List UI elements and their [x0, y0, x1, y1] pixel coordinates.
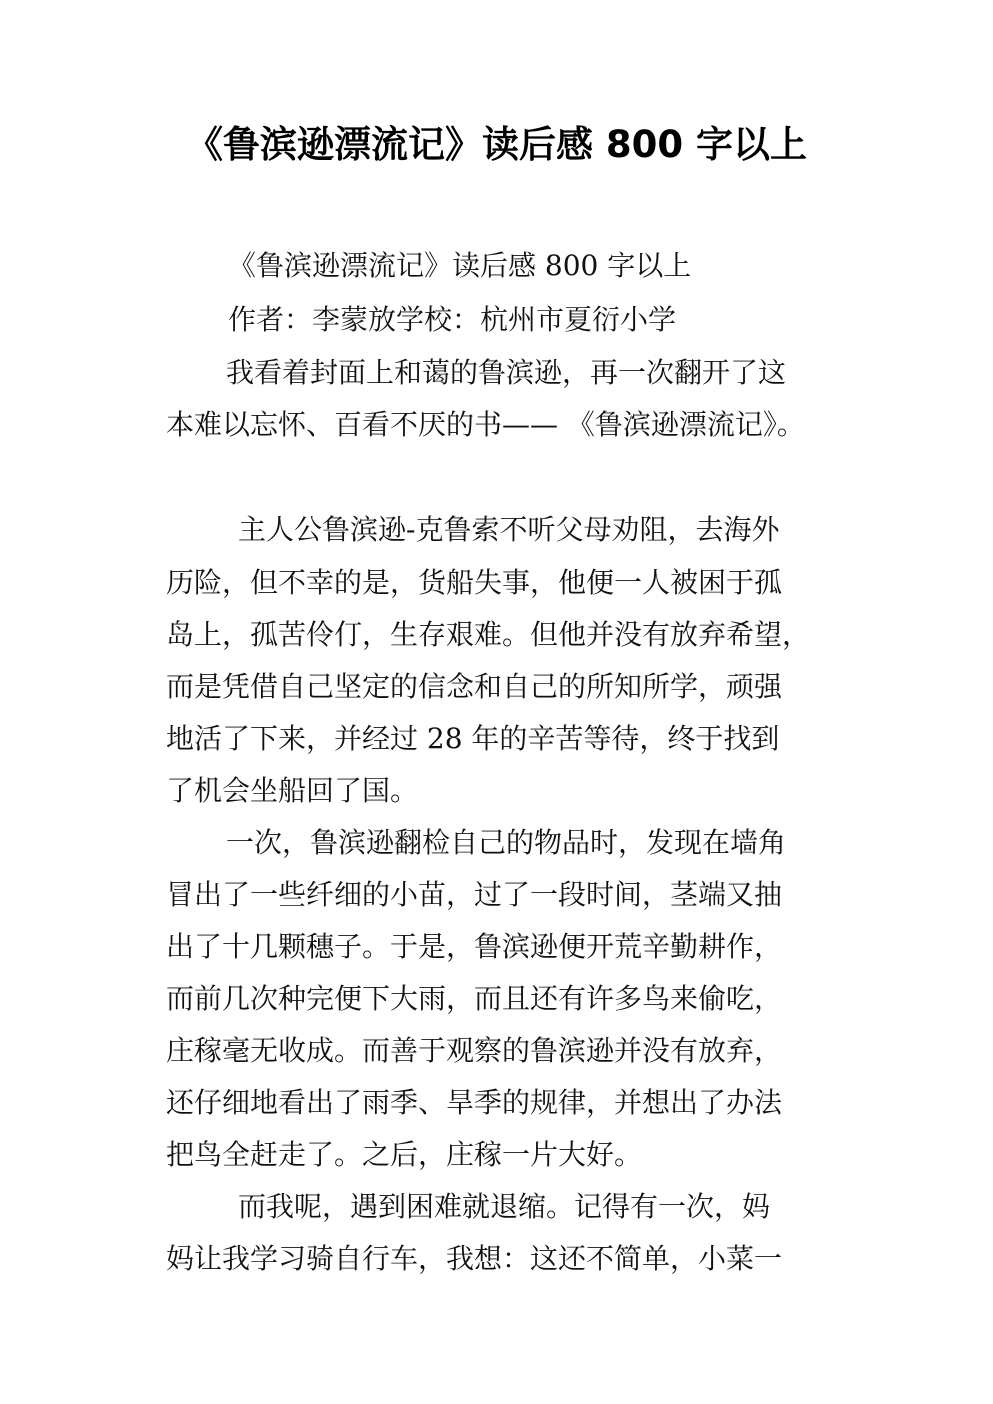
text-line: 出了十几颗穗子。于是，鲁滨逊便开荒辛勤耕作，: [166, 930, 783, 963]
text-line: 地活了下来，并经过 28 年的辛苦等待，终于找到: [166, 722, 780, 755]
text-line: 我看着封面上和蔼的鲁滨逊，再一次翻开了这: [226, 356, 787, 389]
text-line: 本难以忘怀、百看不厌的书—— 《鲁滨逊漂流记》。: [166, 408, 805, 441]
text-line: 了机会坐船回了国。: [166, 774, 419, 807]
text-line: 而是凭借自己坚定的信念和自己的所知所学，顽强: [166, 670, 783, 703]
text-line: 还仔细地看出了雨季、旱季的规律，并想出了办法: [166, 1086, 783, 1119]
text-line: 作者：李蒙放学校：杭州市夏衍小学: [228, 303, 677, 336]
text-line: 把鸟全赶走了。之后，庄稼一片大好。: [166, 1138, 643, 1171]
text-line: 岛上，孤苦伶仃，生存艰难。但他并没有放弃希望，: [166, 618, 811, 651]
text-line: 庄稼毫无收成。而善于观察的鲁滨逊并没有放弃，: [166, 1034, 783, 1067]
text-line: 历险，但不幸的是，货船失事，他便一人被困于孤: [166, 566, 783, 599]
text-line: 妈让我学习骑自行车，我想：这还不简单，小菜一: [166, 1242, 783, 1275]
text-line: 一次，鲁滨逊翻检自己的物品时，发现在墙角: [226, 826, 787, 859]
text-line: 主人公鲁滨逊-克鲁索不听父母劝阻，去海外: [238, 513, 780, 546]
text-line: 而我呢，遇到困难就退缩。记得有一次，妈: [238, 1190, 771, 1223]
text-line: 《鲁滨逊漂流记》读后感 800 字以上: [228, 249, 692, 282]
text-line: 而前几次种完便下大雨，而且还有许多鸟来偷吃，: [166, 982, 783, 1015]
document-title: 《鲁滨逊漂流记》读后感 800 字以上: [186, 123, 807, 166]
text-line: 冒出了一些纤细的小苗，过了一段时间，茎端又抽: [166, 878, 783, 911]
